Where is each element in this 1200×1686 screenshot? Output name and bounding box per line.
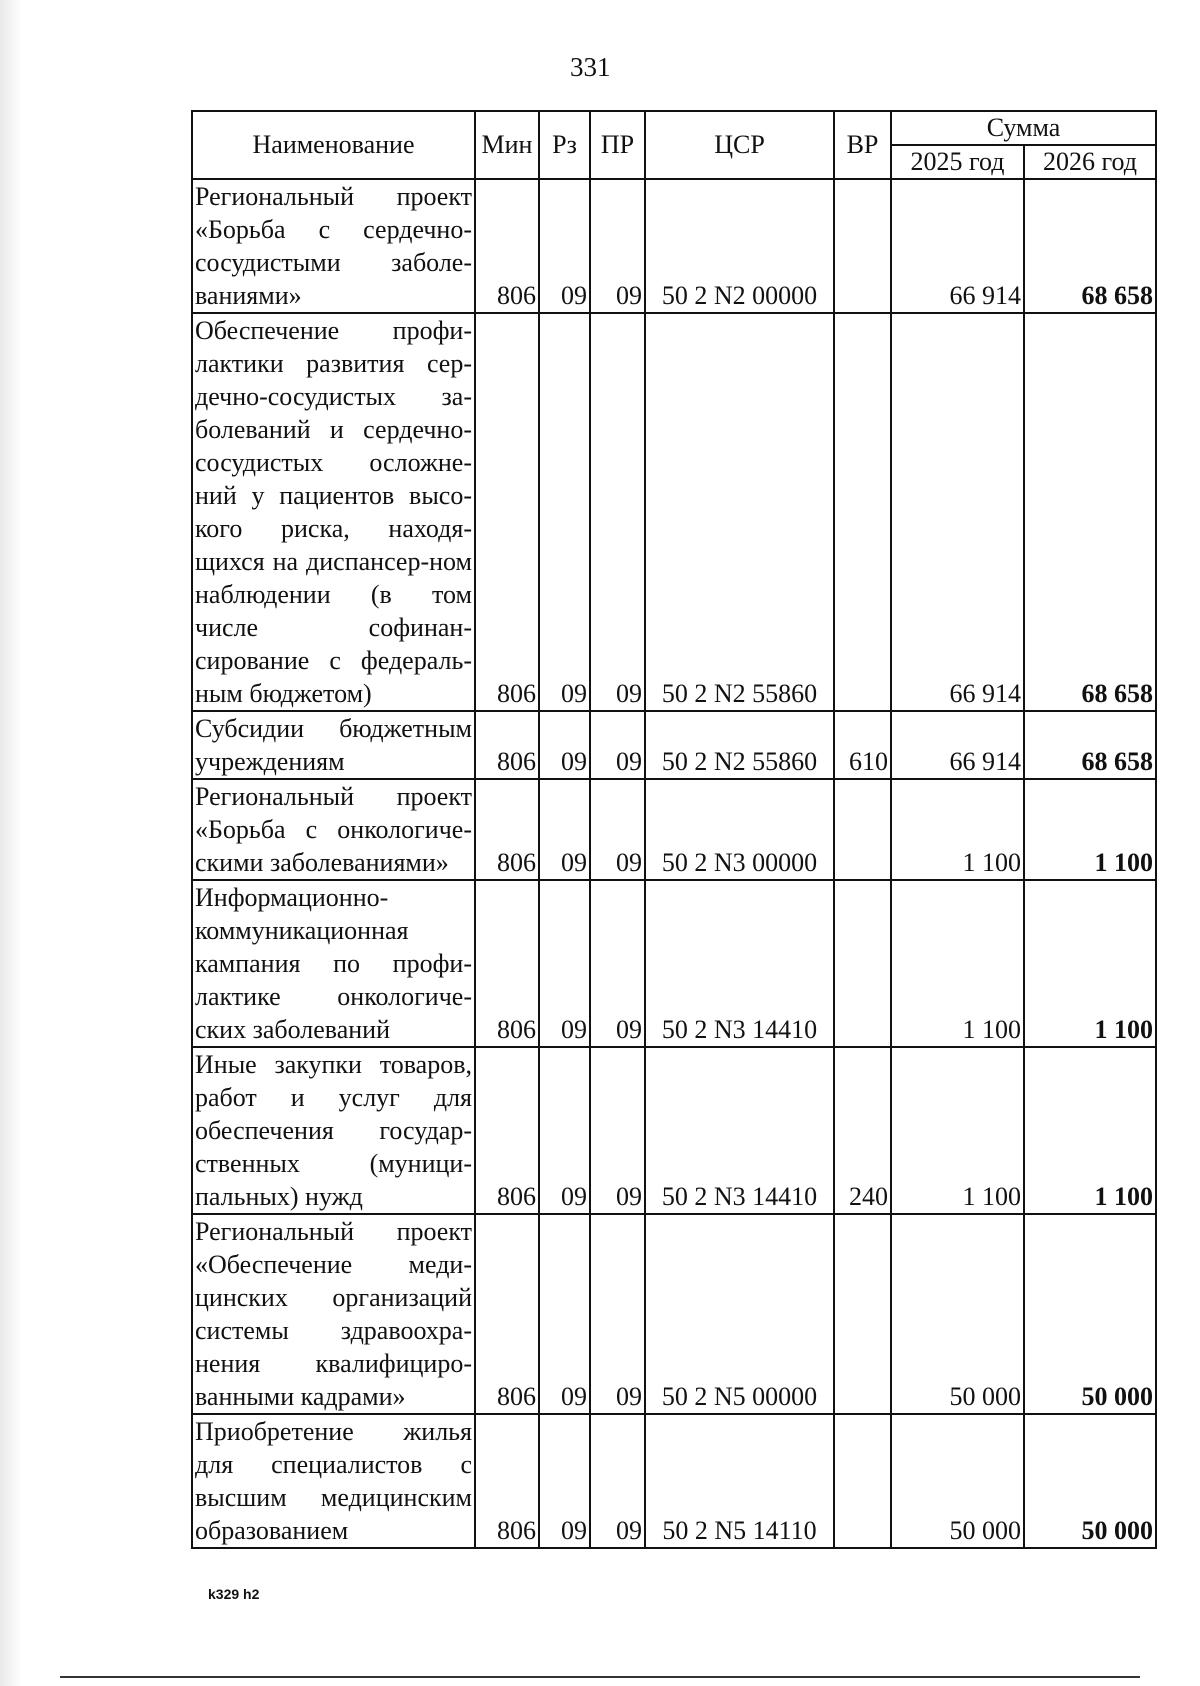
cell-name: Региональный проект «Борьба с сердечно-сосудистыми заболе-ваниями» bbox=[192, 179, 475, 313]
page-number: 331 bbox=[570, 52, 611, 82]
cell-sum-2025: 50 000 bbox=[891, 1214, 1024, 1414]
cell-sum-2026: 1 100 bbox=[1024, 1047, 1156, 1214]
cell-rz: 09 bbox=[539, 1414, 590, 1548]
cell-vr bbox=[834, 179, 891, 313]
header-min: Мин bbox=[475, 111, 539, 179]
table-header bbox=[192, 111, 1156, 179]
header-sum: Сумма bbox=[891, 111, 1156, 145]
cell-pr: 09 bbox=[590, 779, 645, 880]
budget-table bbox=[191, 110, 1157, 1549]
cell-rz: 09 bbox=[539, 880, 590, 1047]
cell-min: 806 bbox=[475, 1414, 539, 1548]
cell-sum-2025: 66 914 bbox=[891, 179, 1024, 313]
cell-pr: 09 bbox=[590, 1414, 645, 1548]
table-row bbox=[192, 313, 1156, 711]
cell-sum-2025: 1 100 bbox=[891, 1047, 1024, 1214]
cell-min: 806 bbox=[475, 313, 539, 711]
cell-pr: 09 bbox=[590, 1047, 645, 1214]
cell-pr: 09 bbox=[590, 880, 645, 1047]
cell-sum-2026: 68 658 bbox=[1024, 179, 1156, 313]
cell-min: 806 bbox=[475, 779, 539, 880]
cell-min: 806 bbox=[475, 711, 539, 779]
cell-sum-2025: 66 914 bbox=[891, 313, 1024, 711]
cell-pr: 09 bbox=[590, 179, 645, 313]
cell-vr bbox=[834, 1414, 891, 1548]
cell-sum-2026: 50 000 bbox=[1024, 1414, 1156, 1548]
cell-name: Региональный проект «Борьба с онкологиче-скими заболеваниями» bbox=[192, 779, 475, 880]
cell-sum-2025: 50 000 bbox=[891, 1414, 1024, 1548]
cell-vr: 610 bbox=[834, 711, 891, 779]
cell-sum-2026: 50 000 bbox=[1024, 1214, 1156, 1414]
cell-min: 806 bbox=[475, 1047, 539, 1214]
cell-vr: 240 bbox=[834, 1047, 891, 1214]
header-year-2026: 2026 год bbox=[1024, 145, 1156, 179]
cell-pr: 09 bbox=[590, 711, 645, 779]
table-row bbox=[192, 1414, 1156, 1548]
cell-pr: 09 bbox=[590, 1214, 645, 1414]
header-name: Наименование bbox=[192, 111, 475, 179]
header-year-2025: 2025 год bbox=[891, 145, 1024, 179]
cell-csr: 50 2 N2 00000 bbox=[645, 179, 834, 313]
cell-csr: 50 2 N3 14410 bbox=[645, 880, 834, 1047]
cell-csr: 50 2 N3 14410 bbox=[645, 1047, 834, 1214]
table-row bbox=[192, 179, 1156, 313]
cell-pr: 09 bbox=[590, 313, 645, 711]
cell-min: 806 bbox=[475, 179, 539, 313]
cell-sum-2026: 1 100 bbox=[1024, 880, 1156, 1047]
footer-code: k329 h2 bbox=[208, 1586, 260, 1602]
cell-vr bbox=[834, 313, 891, 711]
scan-shadow-left bbox=[0, 0, 22, 1686]
cell-name: Информационно-коммуникационная кампания по профи-лактике онкологиче-ских заболеваний bbox=[192, 880, 475, 1047]
header-csr: ЦСР bbox=[645, 111, 834, 179]
cell-vr bbox=[834, 1214, 891, 1414]
cell-csr: 50 2 N3 00000 bbox=[645, 779, 834, 880]
cell-vr bbox=[834, 880, 891, 1047]
cell-name: Иные закупки товаров, работ и услуг для обеспечения государ-ственных (муници-пальных) нужд bbox=[192, 1047, 475, 1214]
header-vr: ВР bbox=[834, 111, 891, 179]
cell-rz: 09 bbox=[539, 1214, 590, 1414]
cell-csr: 50 2 N5 14110 bbox=[645, 1414, 834, 1548]
cell-min: 806 bbox=[475, 1214, 539, 1414]
header-pr: ПР bbox=[590, 111, 645, 179]
scan-edge-bottom bbox=[60, 1676, 1140, 1678]
cell-sum-2026: 1 100 bbox=[1024, 779, 1156, 880]
cell-vr bbox=[834, 779, 891, 880]
cell-sum-2026: 68 658 bbox=[1024, 313, 1156, 711]
cell-csr: 50 2 N5 00000 bbox=[645, 1214, 834, 1414]
cell-name: Субсидии бюджетным учреждениям bbox=[192, 711, 475, 779]
table-body bbox=[192, 179, 1156, 1548]
cell-csr: 50 2 N2 55860 bbox=[645, 313, 834, 711]
table-row bbox=[192, 1047, 1156, 1214]
cell-sum-2025: 1 100 bbox=[891, 779, 1024, 880]
cell-sum-2026: 68 658 bbox=[1024, 711, 1156, 779]
table-row bbox=[192, 1214, 1156, 1414]
cell-rz: 09 bbox=[539, 779, 590, 880]
cell-sum-2025: 1 100 bbox=[891, 880, 1024, 1047]
cell-name: Приобретение жилья для специалистов с высшим медицинским образованием bbox=[192, 1414, 475, 1548]
table-row bbox=[192, 779, 1156, 880]
cell-rz: 09 bbox=[539, 179, 590, 313]
cell-rz: 09 bbox=[539, 1047, 590, 1214]
cell-rz: 09 bbox=[539, 711, 590, 779]
table-row bbox=[192, 880, 1156, 1047]
cell-name: Региональный проект «Обеспечение меди-цинских организаций системы здравоохра-нения квалифициро-ванными кадрами» bbox=[192, 1214, 475, 1414]
header-rz: Рз bbox=[539, 111, 590, 179]
cell-rz: 09 bbox=[539, 313, 590, 711]
cell-min: 806 bbox=[475, 880, 539, 1047]
cell-sum-2025: 66 914 bbox=[891, 711, 1024, 779]
table-row bbox=[192, 711, 1156, 779]
cell-csr: 50 2 N2 55860 bbox=[645, 711, 834, 779]
cell-name: Обеспечение профи-лактики развития сер-дечно-сосудистых за-болеваний и сердечно-сосудистых осложне-ний у пациентов высо-кого риска, находя-щихся на диспансер-ном наблюдении (в том числе софинан-сирование с федераль-ным бюджетом) bbox=[192, 313, 475, 711]
